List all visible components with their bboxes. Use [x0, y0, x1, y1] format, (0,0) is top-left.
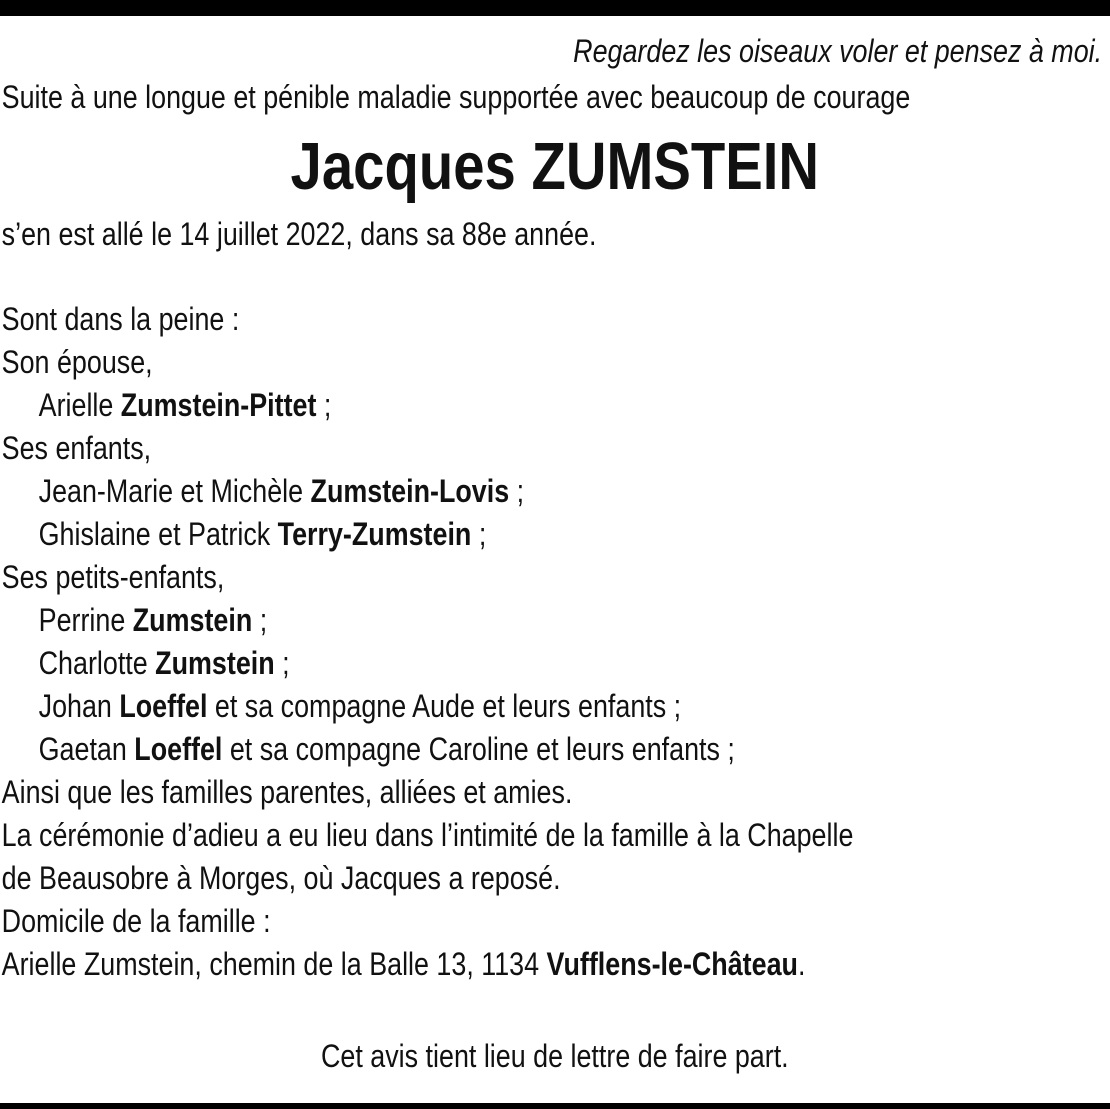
family-name: Zumstein: [132, 602, 253, 638]
entry-suffix: ;: [274, 645, 290, 681]
given-name: Charlotte: [38, 645, 156, 681]
family-address: [0, 943, 932, 986]
spouse-heading: Son épouse,: [1, 344, 153, 380]
ceremony-line: de Beausobre à Morges, où Jacques a reposé.: [1, 860, 561, 896]
given-name: Arielle: [38, 387, 121, 423]
epigraph: Regardez les oiseaux voler et pensez à moi.: [573, 33, 1103, 69]
family-name: Loeffel: [119, 688, 208, 724]
entry-suffix: ;: [471, 516, 487, 552]
entry-suffix: ;: [252, 602, 268, 638]
address-end: .: [797, 946, 806, 982]
given-name: Ghislaine et Patrick: [38, 516, 278, 552]
grandchildren-heading: Ses petits-enfants,: [1, 559, 225, 595]
given-name: Perrine: [38, 602, 133, 638]
deceased-name: Jacques ZUMSTEIN: [290, 129, 820, 204]
given-name: Jean-Marie et Michèle: [38, 473, 311, 509]
spacer: [0, 986, 932, 1031]
family-name: Zumstein-Pittet: [120, 387, 317, 423]
family-name: Loeffel: [134, 731, 223, 767]
closing-note: Cet avis tient lieu de lettre de faire part.: [320, 1038, 789, 1074]
given-name: Gaetan: [38, 731, 135, 767]
entry-suffix: et sa compagne Aude et leurs enfants ;: [207, 688, 682, 724]
death-notice: [0, 26, 1103, 1081]
ceremony-line: La cérémonie d’adieu a eu lieu dans l’intimité de la famille à la Chapelle: [1, 817, 854, 853]
child-entry: [0, 513, 932, 556]
address-street: Arielle Zumstein, chemin de la Balle 13, 1134: [1, 946, 547, 982]
family-name: Zumstein: [155, 645, 275, 681]
bottom-border-rule: [0, 1103, 1110, 1109]
grandchild-entry: [0, 642, 932, 685]
grandchild-entry: [0, 685, 932, 728]
mourners-intro: Sont dans la peine :: [1, 301, 240, 337]
death-statement: s’en est allé le 14 juillet 2022, dans sa 88e année.: [1, 216, 597, 252]
top-border-rule: [0, 0, 1110, 16]
entry-suffix: ;: [509, 473, 525, 509]
domicile-heading: Domicile de la famille :: [1, 903, 271, 939]
extended-family-line: Ainsi que les familles parentes, alliées et amies.: [1, 774, 573, 810]
entry-suffix: ;: [316, 387, 332, 423]
entry-suffix: et sa compagne Caroline et leurs enfants ;: [222, 731, 735, 767]
given-name: Johan: [38, 688, 120, 724]
grandchild-entry: [0, 728, 932, 771]
family-name: Zumstein-Lovis: [310, 473, 510, 509]
children-heading: Ses enfants,: [1, 430, 152, 466]
grandchild-entry: [0, 599, 932, 642]
spacer: [0, 256, 932, 298]
spouse-entry: [0, 384, 932, 427]
family-name: Terry-Zumstein: [277, 516, 472, 552]
address-town: Vufflens-le-Château: [546, 946, 798, 982]
child-entry: [0, 470, 932, 513]
intro-text: Suite à une longue et pénible maladie supportée avec beaucoup de courage: [1, 79, 911, 115]
